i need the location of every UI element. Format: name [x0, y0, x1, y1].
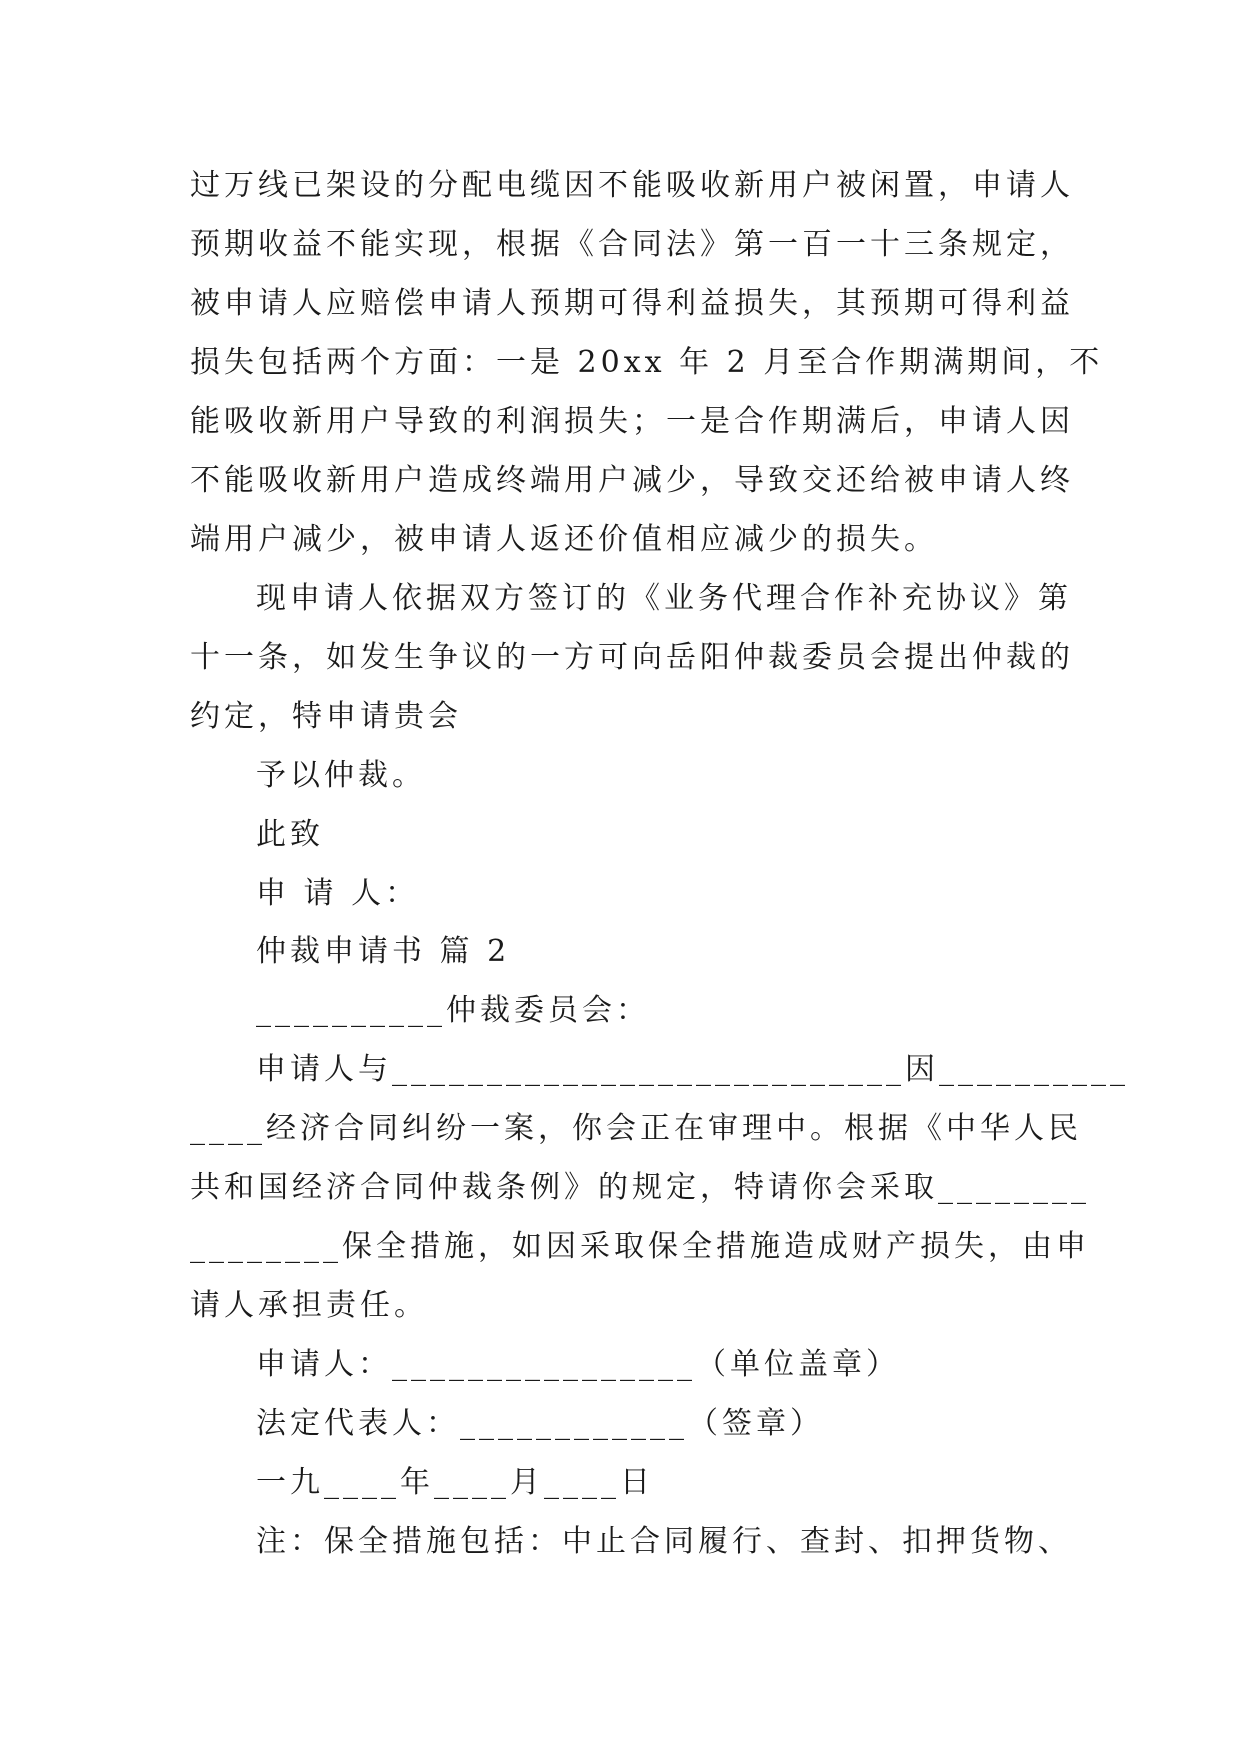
applicant-signature-line: 申 请 人： [256, 876, 420, 911]
body-text-line: ____经济合同纠纷一案，你会正在审理中。根据《中华人民 [190, 1111, 1082, 1146]
paragraph-start-line: 予以仲裁。 [256, 758, 426, 793]
body-text-line: 能吸收新用户导致的利润损失；一是合作期满后，申请人因 [190, 404, 1074, 439]
body-text-line: ________保全措施，如因采取保全措施造成财产损失，由申 [190, 1229, 1090, 1264]
paragraph-start-line: 申请人与___________________________因__________ [256, 1052, 1129, 1087]
body-text-line: 不能吸收新用户造成终端用户减少，导致交还给被申请人终 [190, 463, 1074, 498]
body-text-line: 请人承担责任。 [190, 1288, 428, 1323]
body-text-line: 损失包括两个方面：一是 20xx 年 2 月至合作期满期间，不 [190, 345, 1104, 380]
date-field-line: 一九____年____月____日 [256, 1465, 654, 1500]
section-heading: 仲裁申请书 篇 2 [256, 934, 511, 969]
note-line: 注：保全措施包括：中止合同履行、查封、扣押货物、 [256, 1524, 1072, 1559]
applicant-field-line: 申请人：________________（单位盖章） [256, 1347, 900, 1382]
paragraph-start-line: 现申请人依据双方签订的《业务代理合作补充协议》第 [256, 581, 1072, 616]
body-text-line: 预期收益不能实现，根据《合同法》第一百一十三条规定， [190, 227, 1074, 262]
body-text-line: 过万线已架设的分配电缆因不能吸收新用户被闲置，申请人 [190, 168, 1074, 203]
body-text-line: 被申请人应赔偿申请人预期可得利益损失，其预期可得利益 [190, 286, 1074, 321]
salutation-line: 此致 [256, 817, 324, 852]
body-text-line: 端用户减少，被申请人返还价值相应减少的损失。 [190, 522, 938, 557]
addressee-line: __________仲裁委员会： [256, 993, 650, 1028]
body-text-line: 十一条，如发生争议的一方可向岳阳仲裁委员会提出仲裁的 [190, 640, 1074, 675]
legal-representative-field-line: 法定代表人：____________（签章） [256, 1406, 824, 1441]
body-text-line: 共和国经济合同仲裁条例》的规定，特请你会采取________ [190, 1170, 1090, 1205]
body-text-line: 约定，特申请贵会 [190, 699, 462, 734]
